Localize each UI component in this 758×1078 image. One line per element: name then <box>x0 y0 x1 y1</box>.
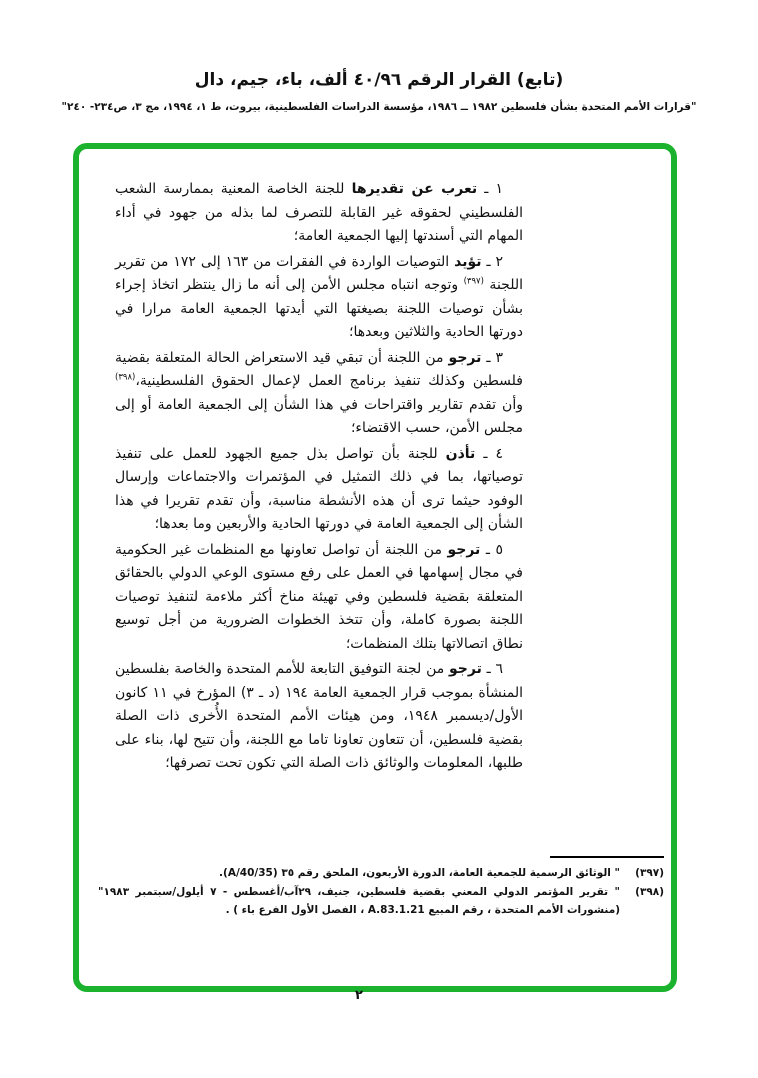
footnote-ref-397: (٣٩٧) <box>463 276 484 287</box>
operative-verb: ترجو <box>449 661 482 677</box>
footnote-separator-line <box>550 856 664 858</box>
paragraph-text: من اللجنة أن تبقي قيد الاستعراض الحالة المتعلقة بقضية فلسطين وكذلك تنفيذ برنامج العمل لإعمال الحقوق الفلسطينية، <box>115 349 523 389</box>
operative-verb: تعرب عن تقديرها <box>351 181 478 197</box>
paragraph-text: من لجنة التوفيق التابعة للأمم المتحدة والخاصة بفلسطين المنشأة بموجب قرار الجمعية العامة ١٩٤ (د ـ ٣) المؤرخ في ١١ كانون الأول/ديسمبر ١٩٤٨، ومن هيئات الأمم المتحدة الأُخرى ذات الصلة بقضية فلسطين، أن تتعاون تعاونا تاما مع اللجنة، وأن تتيح لها، بناء على طلبها، المعلومات والوثائق ذات الصلة التي تكون تحت تصرفها؛ <box>115 661 524 771</box>
paragraph-text: للجنة بأن تواصل بذل جميع الجهود للعمل على تنفيذ توصياتها، بما في ذلك التمثيل في المؤتمرات والاجتماعات وإرسال الوفود حيثما ترى أن هذه الأنشطة مناسبة، وأن تقدم تقريرا في هذا الشأن إلى الجمعية العامة في دورتها الحادية والأربعين وما بعدها؛ <box>115 445 523 532</box>
paragraph-text: من اللجنة أن تواصل تعاونها مع المنظمات غير الحكومية في مجال إسهامها في العمل على رفع مستوى الوعي الدولي بالحقائق المتعلقة بقضية فلسطين وفي تهيئة مناخ أكثر ملاءمة لتنفيذ توصيات اللجنة بصورة كاملة، وأن تتخذ الخطوات الضرورية من أجل توسيع نطاق اتصالاتها بتلك المنظمات؛ <box>115 541 523 652</box>
operative-verb: تأذن <box>445 445 476 462</box>
paragraph-number: ٣ ـ <box>486 349 503 366</box>
footnotes-section <box>98 864 664 920</box>
footnote-number: (٣٩٨) <box>635 886 664 898</box>
operative-verb: تؤيد <box>454 253 482 270</box>
resolution-title: (تابع) القرار الرقم ٤٠/٩٦ ألف، باء، جيم، دال <box>194 70 564 90</box>
footnote-398 <box>98 883 664 919</box>
footnote-number: (٣٩٧) <box>635 867 664 879</box>
source-citation-line: "قرارات الأمم المتحدة بشأن فلسطين ١٩٨٢ ــ ١٩٨٦، مؤسسة الدراسات الفلسطينية، بيروت، ط ١، ١٩٩٤، مج ٣، ص٢٣٤- ٢٤٠" <box>61 101 697 113</box>
paragraph-text: وتوجه انتباه مجلس الأمن إلى أنه ما زال ينتظر اتخاذ إجراء بشأن توصيات اللجنة بصيغتها التي أيدتها الجمعية العامة مرارا في دورتها الحادية والثلاثين وبعدها؛ <box>115 277 523 340</box>
operative-verb: ترجو <box>447 541 481 558</box>
paragraph-text: وأن تقدم تقارير واقتراحات في هذا الشأن إلى الجمعية العامة أو إلى مجلس الأمن، حسب الاقتضاء؛ <box>115 396 523 436</box>
operative-paragraph-2 <box>115 251 523 345</box>
paragraph-number: ٦ ـ <box>486 661 504 677</box>
footnote-text: " الوثائق الرسمية للجمعية العامة، الدورة الأربعون، الملحق رقم ٣٥ (A/40/35). <box>219 867 620 879</box>
operative-paragraph-5 <box>115 539 523 657</box>
paragraph-text: التوصيات الواردة في الفقرات من ١٦٣ إلى ١٧٢ من تقرير اللجنة <box>115 253 523 293</box>
footnote-text: " تقرير المؤتمر الدولي المعني بقضية فلسطين، جنيف، ٢٩آب/أغسطس - ٧ أيلول/سبتمبر ١٩٨٣" (منشورات الأمم المتحدة ، رقم المبيع A.83.1.21 ، الفصل الأول الفرع باء ) . <box>98 886 620 916</box>
operative-paragraph-4 <box>115 443 523 537</box>
operative-paragraph-3 <box>115 347 523 441</box>
paragraph-number: ٢ ـ <box>486 253 504 270</box>
paragraph-number: ١ ـ <box>484 181 504 197</box>
operative-paragraph-1 <box>115 178 523 249</box>
paragraph-text: للجنة الخاصة المعنية بممارسة الشعب الفلسطيني لحقوقه غير القابلة للتصرف لما بذله من جهود في أداء المهام التي أسندتها إليها الجمعية العامة؛ <box>115 181 523 244</box>
footnote-ref-398: (٣٩٨) <box>115 372 136 383</box>
footnote-397 <box>98 864 664 882</box>
paragraph-number: ٤ ـ <box>483 445 503 462</box>
operative-paragraph-6 <box>115 658 523 776</box>
paragraph-number: ٥ ـ <box>485 541 504 558</box>
operative-verb: ترجو <box>448 349 482 366</box>
resolution-body <box>115 178 523 778</box>
page-number: ٢ <box>355 988 363 1003</box>
